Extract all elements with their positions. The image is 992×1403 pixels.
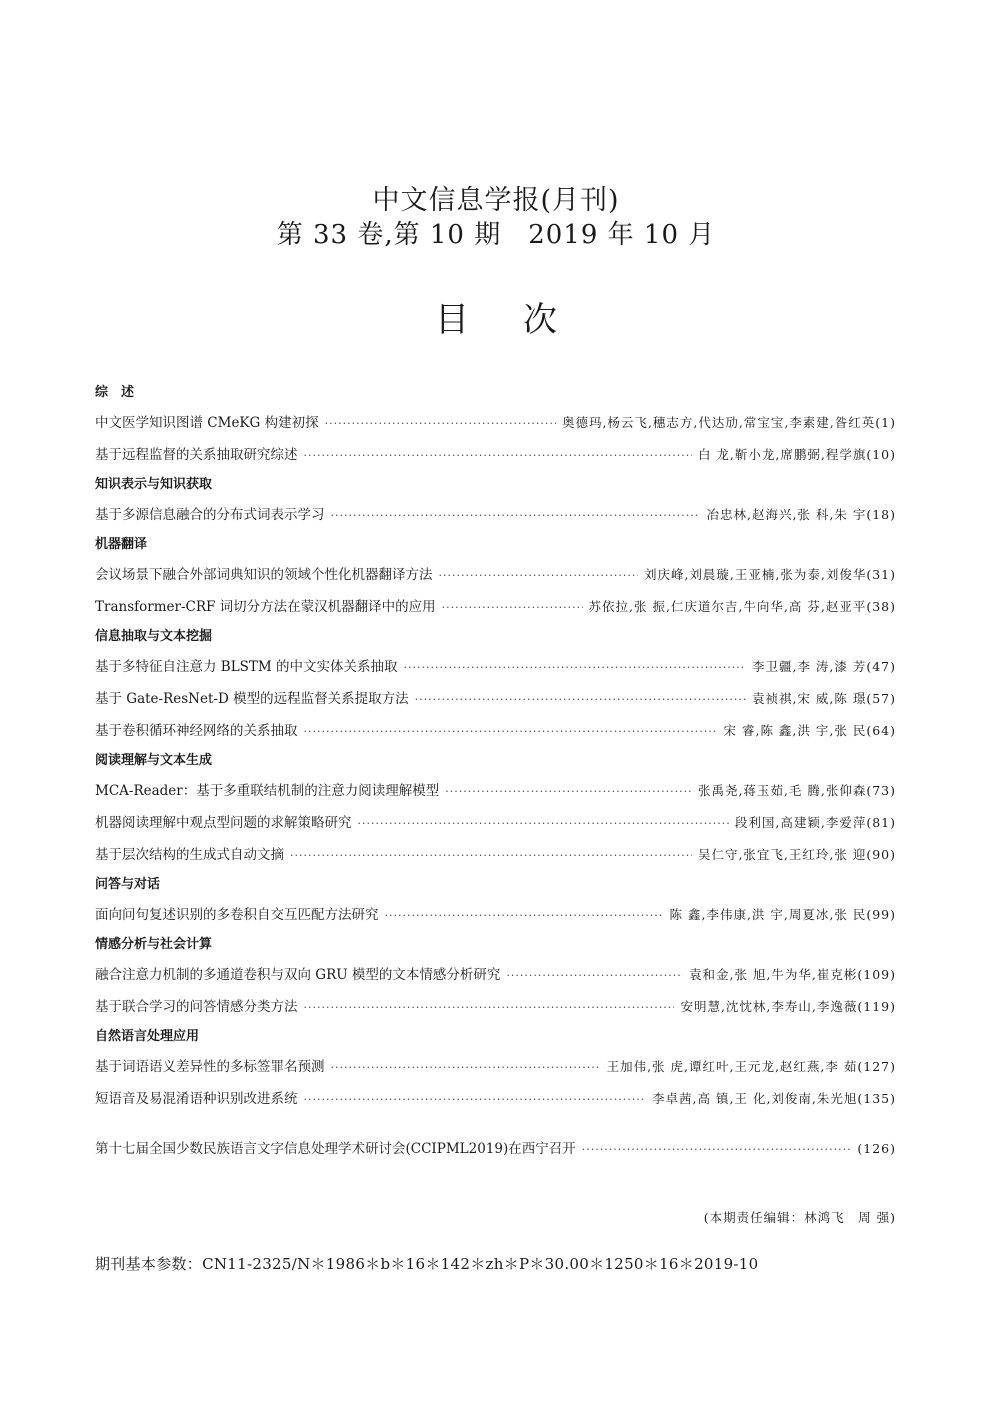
article-authors-page: 安明慧,沈忱林,李寿山,李逸薇(119) [680, 999, 896, 1014]
article-title[interactable]: 会议场景下融合外部词典知识的领域个性化机器翻译方法 [95, 567, 433, 583]
leader-dots [439, 564, 638, 586]
toc-entry[interactable] [95, 844, 896, 866]
article-authors-page: 冶忠林,赵海兴,张 科,朱 宇(18) [706, 507, 896, 522]
toc-entry[interactable] [95, 1056, 896, 1078]
responsible-editor: (本期责任编辑：林鸿飞 周 强) [703, 1210, 896, 1225]
article-authors-page: 宋 睿,陈 鑫,洪 宇,张 民(64) [723, 723, 896, 738]
issue-info: 第 33 卷,第 10 期 2019 年 10 月 [276, 220, 716, 250]
article-authors-page: 袁和金,张 旭,牛为华,崔克彬(109) [688, 967, 896, 982]
leader-dots [442, 596, 583, 618]
leader-dots [358, 812, 729, 834]
article-title[interactable]: MCA-Reader：基于多重联结机制的注意力阅读理解模型 [95, 783, 440, 799]
toc-entry[interactable] [95, 720, 896, 742]
article-authors-page: 苏依拉,张 振,仁庆道尔吉,牛向华,高 芬,赵亚平(38) [588, 599, 896, 614]
article-title[interactable]: 基于 Gate-ResNet-D 模型的远程监督关系提取方法 [95, 691, 409, 707]
article-title[interactable]: 基于多源信息融合的分布式词表示学习 [95, 507, 325, 523]
section-heading: 自然语言处理应用 [95, 1029, 200, 1044]
article-authors-page: 刘庆峰,刘晨璇,王亚楠,张为泰,刘俊华(31) [643, 567, 896, 582]
toc-entry[interactable] [95, 412, 896, 434]
leader-dots [385, 904, 664, 926]
leader-dots [304, 444, 692, 466]
toc-entry[interactable] [95, 996, 896, 1018]
toc-entry[interactable] [95, 564, 896, 586]
article-title[interactable]: 基于远程监督的关系抽取研究综述 [95, 447, 298, 463]
toc-entry[interactable] [95, 964, 896, 986]
leader-dots [445, 780, 692, 802]
leader-dots [304, 1088, 647, 1110]
article-title[interactable]: 基于联合学习的问答情感分类方法 [95, 999, 298, 1015]
article-authors-page: 李卓茜,高 镇,王 化,刘俊南,朱光旭(135) [652, 1091, 896, 1106]
table-of-contents [95, 384, 896, 1160]
article-title[interactable]: 面向问句复述识别的多卷积自交互匹配方法研究 [95, 907, 379, 923]
article-title[interactable]: 中文医学知识图谱 CMeKG 构建初探 [95, 415, 319, 431]
article-title[interactable]: Transformer-CRF 词切分方法在蒙汉机器翻译中的应用 [95, 599, 436, 615]
leader-dots [304, 996, 675, 1018]
section-heading: 问答与对话 [95, 877, 161, 892]
article-authors-page: 王加伟,张 虎,谭红叶,王元龙,赵红燕,李 茹(127) [606, 1059, 896, 1074]
toc-entry[interactable] [95, 656, 896, 678]
leader-dots [582, 1138, 852, 1160]
article-authors-page: 奥德玛,杨云飞,穗志方,代达劢,常宝宝,李素建,昝红英(1) [561, 415, 896, 430]
article-authors-page: 段利国,高建颖,李爱萍(81) [734, 815, 896, 830]
section-heading: 阅读理解与文本生成 [95, 753, 213, 768]
toc-entry[interactable] [95, 688, 896, 710]
toc-entry[interactable] [95, 504, 896, 526]
section-heading: 知识表示与知识获取 [95, 477, 213, 492]
toc-entry[interactable] [95, 780, 896, 802]
article-title[interactable]: 基于卷积循环神经网络的关系抽取 [95, 723, 298, 739]
article-authors-page: 李卫疆,李 涛,漆 芳(47) [751, 659, 896, 674]
section-heading: 综 述 [95, 385, 135, 400]
notice-page: (126) [857, 1141, 896, 1156]
toc-entry[interactable] [95, 596, 896, 618]
spacer [95, 1110, 896, 1128]
leader-dots [290, 844, 692, 866]
journal-title: 中文信息学报(月刊) [372, 185, 620, 216]
journal-parameters: 期刊基本参数：CN11-2325/N＊1986＊b＊16＊142＊zh＊P＊30.00＊1250＊16＊2019-10 [95, 1255, 759, 1273]
article-authors-page: 吴仁守,张宜飞,王红玲,张 迎(90) [697, 847, 896, 862]
leader-dots [404, 656, 746, 678]
article-title[interactable]: 基于词语语义差异性的多标签罪名预测 [95, 1059, 325, 1075]
article-title[interactable]: 基于多特征自注意力 BLSTM 的中文实体关系抽取 [95, 659, 398, 675]
contents-title: 目次 [435, 300, 611, 340]
leader-dots [331, 1056, 601, 1078]
notice-entry[interactable] [95, 1138, 896, 1160]
toc-entry[interactable] [95, 904, 896, 926]
toc-entry[interactable] [95, 812, 896, 834]
article-authors-page: 张禹尧,蒋玉茹,毛 腾,张仰森(73) [697, 783, 896, 798]
article-authors-page: 陈 鑫,李伟康,洪 宇,周夏冰,张 民(99) [669, 907, 896, 922]
toc-entry[interactable] [95, 1088, 896, 1110]
leader-dots [325, 412, 556, 434]
leader-dots [304, 720, 718, 742]
leader-dots [331, 504, 701, 526]
leader-dots [506, 964, 683, 986]
article-title[interactable]: 机器阅读理解中观点型问题的求解策略研究 [95, 815, 352, 831]
section-heading: 信息抽取与文本挖掘 [95, 629, 213, 644]
toc-entry[interactable] [95, 444, 896, 466]
article-authors-page: 袁祯祺,宋 威,陈 璟(57) [751, 691, 896, 706]
article-title[interactable]: 基于层次结构的生成式自动文摘 [95, 847, 284, 863]
section-heading: 情感分析与社会计算 [95, 937, 213, 952]
leader-dots [415, 688, 746, 710]
notice-title[interactable]: 第十七届全国少数民族语言文字信息处理学术研讨会(CCIPML2019)在西宁召开 [95, 1141, 576, 1157]
article-title[interactable]: 短语音及易混淆语种识别改进系统 [95, 1091, 298, 1107]
section-heading: 机器翻译 [95, 537, 148, 552]
article-title[interactable]: 融合注意力机制的多通道卷积与双向 GRU 模型的文本情感分析研究 [95, 967, 501, 983]
article-authors-page: 白 龙,靳小龙,席鹏弼,程学旗(10) [697, 447, 896, 462]
